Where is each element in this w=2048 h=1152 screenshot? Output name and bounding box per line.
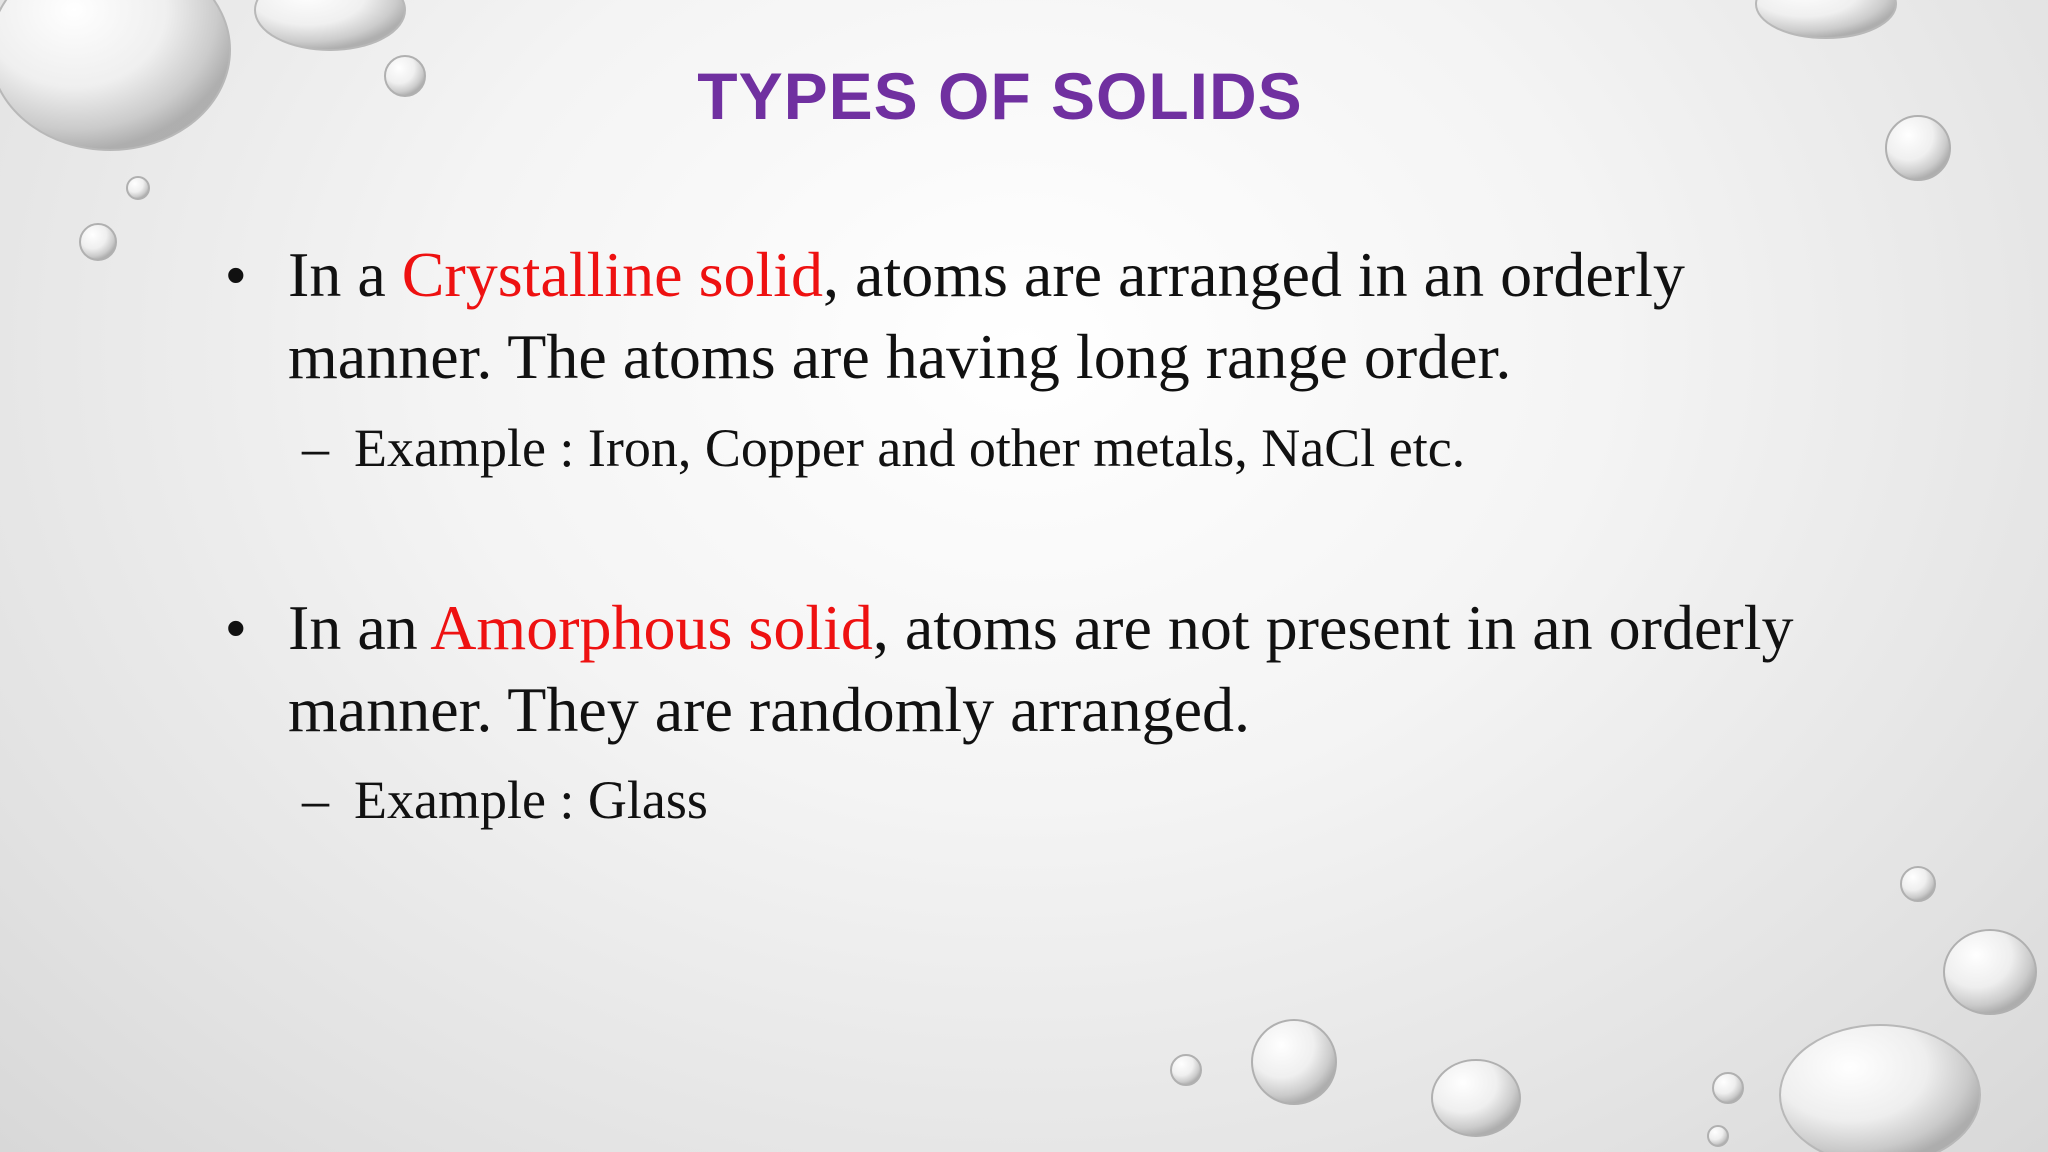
water-drop-shape [1432,1060,1520,1136]
bullet-text [288,234,1866,398]
bullet-crystalline [226,234,1866,398]
water-drop-shape [1756,0,1896,38]
sub-bullet-text: Example : Iron, Copper and other metals, NaCl etc. [354,418,1466,478]
sub-bullet-crystalline-example [302,416,1802,480]
sub-bullet-text: Example : Glass [354,770,708,830]
water-drop-shape [80,224,116,260]
water-drop-shape [1901,867,1935,901]
bullet-marker: • [226,596,246,659]
highlight-term-amorphous: Amorphous solid [430,592,873,663]
sub-bullet-marker: – [302,418,329,478]
water-drop-shape [1713,1073,1743,1103]
bullet-prefix: In an [288,592,431,663]
slide-title: TYPES OF SOLIDS [697,59,1303,133]
bullet-suffix: , atoms are arranged in an orderly manner. The atoms are having long range order. [288,239,1685,392]
bullet-suffix: , atoms are not present in an orderly manner. They are randomly arranged. [288,592,1794,745]
water-drop-shape [127,177,149,199]
water-drop-shape [255,0,405,50]
water-drop-shape [1944,930,2036,1014]
bullet-marker: • [226,243,246,306]
water-drop-shape [1171,1055,1201,1085]
water-drop-shape [1708,1126,1728,1146]
sub-bullet-amorphous-example [302,768,1802,832]
water-drop-shape [1780,1025,1980,1152]
bullet-amorphous [226,587,1866,751]
bullet-prefix: In a [288,239,402,310]
highlight-term-crystalline: Crystalline solid [401,239,824,310]
water-drop-shape [1252,1020,1336,1104]
bullet-text [288,587,1866,751]
sub-bullet-marker: – [302,770,329,830]
